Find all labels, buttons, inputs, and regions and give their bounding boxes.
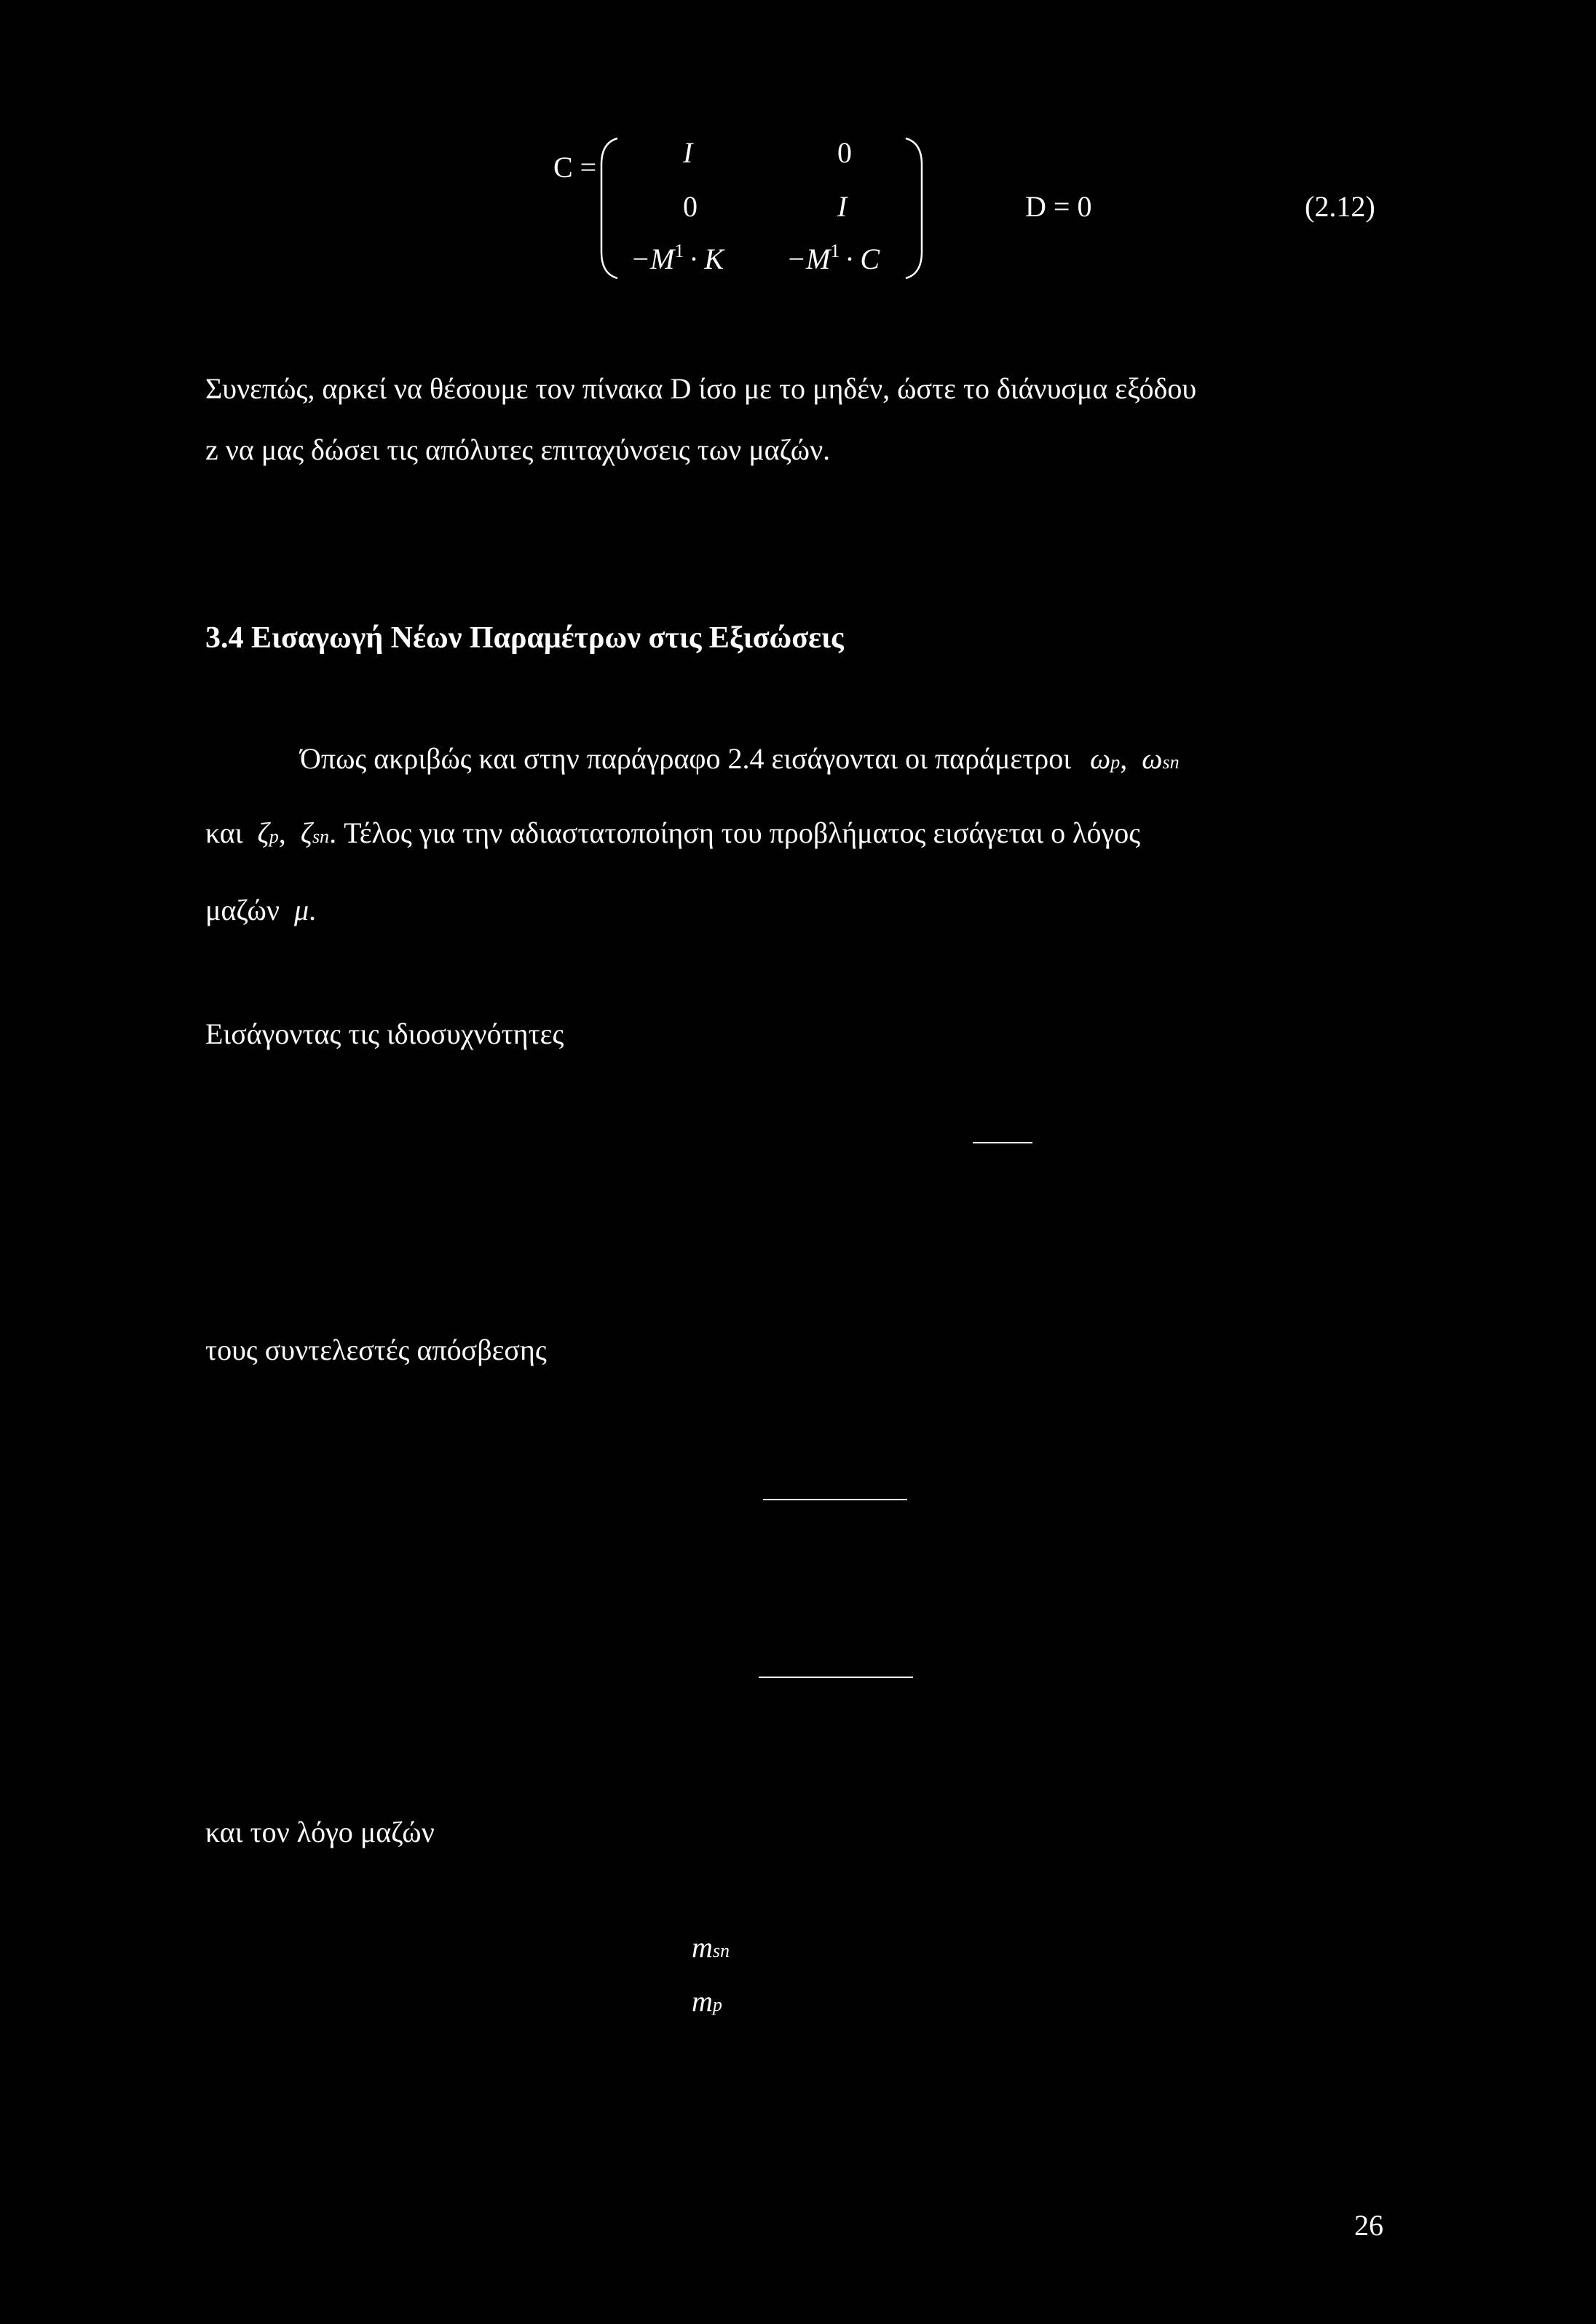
matrix-r1c1: I	[683, 136, 693, 169]
matrix-r2c1: 0	[683, 190, 698, 223]
mass-ratio-denominator: mp	[692, 1985, 722, 2017]
matrix-r1c2: 0	[837, 136, 852, 169]
page-number: 26	[1354, 2209, 1383, 2242]
matrix-r3c1: $-M^1 \cdot K$	[631, 240, 724, 275]
paragraph-line: μαζών μ.	[205, 894, 317, 926]
fraction-bar	[763, 1499, 907, 1500]
c-label: C =	[553, 151, 597, 184]
fraction-bar	[973, 1142, 1032, 1143]
paragraph-line: και ζp, ζsn. Τέλος για την αδιαστατοποίηση του προβλήματος εισάγεται ο λόγος	[205, 816, 1141, 849]
paragraph-line: Εισάγοντας τις ιδιοσυχνότητες	[205, 1017, 564, 1050]
paragraph-line: Συνεπώς, αρκεί να θέσουμε τον πίνακα D ίσο με το μηδέν, ώστε το διάνυσμα εξόδου	[205, 372, 1197, 405]
section-heading: 3.4 Εισαγωγή Νέων Παραμέτρων στις Εξισώσεις	[205, 621, 844, 655]
equation-number: (2.12)	[1305, 190, 1375, 223]
matrix-equation	[0, 0, 1596, 291]
paragraph-line: Όπως ακριβώς και στην παράγραφο 2.4 εισάγονται οι παράμετροι ωp, ωsn	[300, 742, 1180, 775]
fraction-bar	[759, 1677, 913, 1678]
paragraph-line: z να μας δώσει τις απόλυτες επιταχύνσεις των μαζών.	[205, 433, 831, 466]
right-bracket	[898, 135, 928, 281]
matrix-r2c2: I	[837, 190, 848, 223]
paragraph-line: και τον λόγο μαζών	[205, 1816, 435, 1848]
matrix-r3c2: $-M^1 \cdot C$	[786, 240, 880, 275]
d-label: D = 0	[1025, 190, 1092, 223]
left-bracket	[596, 135, 625, 281]
paragraph-line: τους συντελεστές απόσβεσης	[205, 1334, 547, 1366]
mass-ratio-numerator: msn	[692, 1931, 730, 1963]
